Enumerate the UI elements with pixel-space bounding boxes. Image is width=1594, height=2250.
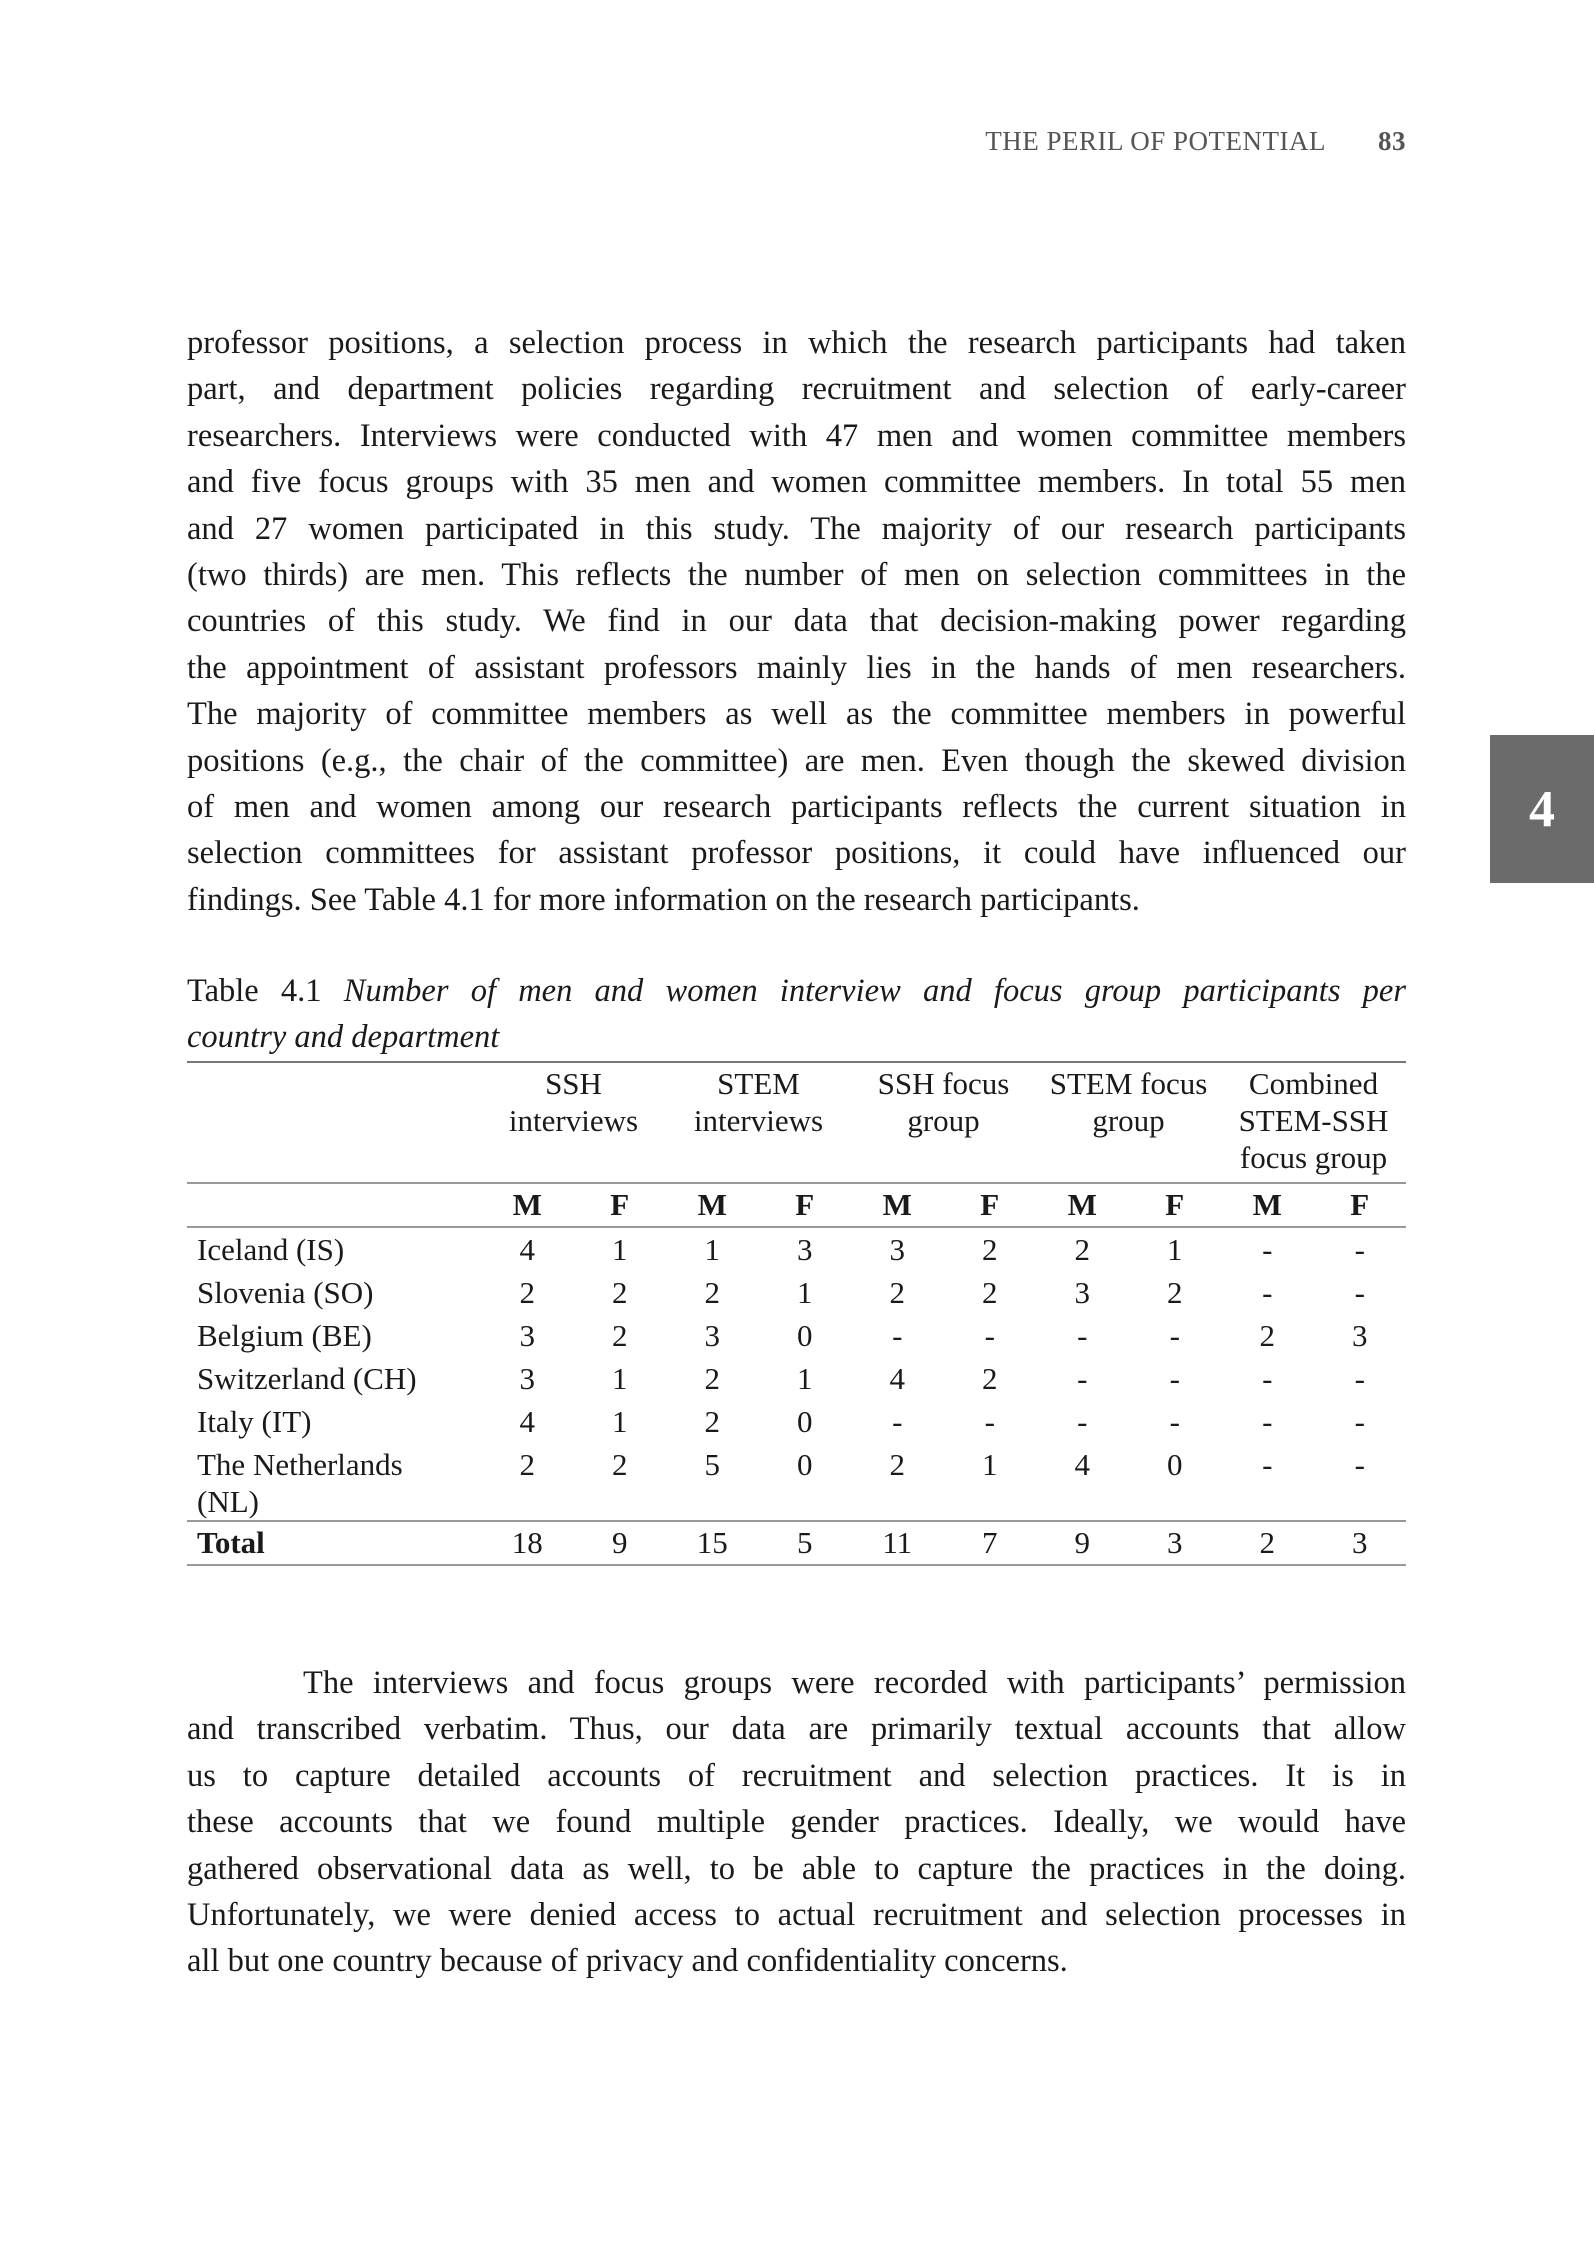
sex-column-header: F	[759, 1183, 852, 1227]
sex-column-header: M	[851, 1183, 944, 1227]
text-line: countries of this study. We find in our data that decision-making power regarding	[187, 603, 1406, 640]
table-total-row	[187, 1521, 1406, 1565]
column-group-header	[1221, 1062, 1406, 1183]
value-cell: 4	[519, 1232, 535, 1267]
text-line: and 27 women participated in this study. The majority of our research participants	[187, 510, 1406, 547]
value-cell: -	[1262, 1404, 1273, 1439]
value-cell: -	[1077, 1318, 1088, 1353]
value-cell: 9	[574, 1521, 667, 1565]
body-paragraph-2	[187, 1660, 1406, 1985]
column-group-header-line: SSH focus	[877, 1066, 1010, 1101]
value-cell: 1	[797, 1275, 813, 1310]
value-cell: 3	[1314, 1521, 1407, 1565]
column-group-header-line: group	[1092, 1103, 1165, 1138]
value-cell: 2	[1259, 1318, 1275, 1353]
value-cell: 0	[797, 1447, 813, 1482]
value-cell: 3	[1129, 1521, 1222, 1565]
value-cell: 2	[982, 1361, 998, 1396]
country-cell: Switzerland (CH)	[197, 1361, 417, 1396]
table-title-line-2: country and department	[187, 1019, 500, 1055]
value-cell: 1	[797, 1361, 813, 1396]
column-group-header	[666, 1062, 851, 1183]
value-cell: 0	[1167, 1447, 1183, 1482]
value-cell: 2	[889, 1447, 905, 1482]
sex-column-header: F	[944, 1183, 1037, 1227]
value-cell: 3	[889, 1232, 905, 1267]
value-cell: -	[892, 1318, 903, 1353]
value-cell: 2	[1221, 1521, 1314, 1565]
value-cell: 3	[519, 1361, 535, 1396]
value-cell: 1	[612, 1361, 628, 1396]
value-cell: -	[1354, 1275, 1365, 1310]
text-line: gathered observational data as well, to be able to capture the practices in the doing.	[187, 1850, 1406, 1887]
body-paragraph-1	[187, 320, 1406, 923]
sex-column-header: M	[666, 1183, 759, 1227]
value-cell: 2	[519, 1447, 535, 1482]
value-cell: 4	[889, 1361, 905, 1396]
sex-column-header: F	[574, 1183, 667, 1227]
column-group-header-line: group	[907, 1103, 980, 1138]
table-row	[187, 1357, 1406, 1400]
value-cell: -	[1077, 1361, 1088, 1396]
text-line: researchers. Interviews were conducted with 47 men and women committee members	[187, 417, 1406, 454]
sex-column-header: M	[1221, 1183, 1314, 1227]
value-cell: -	[1169, 1318, 1180, 1353]
running-header	[900, 126, 1406, 157]
text-line: and transcribed verbatim. Thus, our data are primarily textual accounts that allow	[187, 1711, 1406, 1748]
value-cell: -	[1354, 1447, 1365, 1482]
column-group-header-line: interviews	[693, 1103, 824, 1138]
value-cell: 2	[704, 1275, 720, 1310]
value-cell: 1	[612, 1404, 628, 1439]
value-cell: 11	[851, 1521, 944, 1565]
sex-column-header: F	[1314, 1183, 1407, 1227]
value-cell: 2	[982, 1275, 998, 1310]
sex-column-header: M	[1036, 1183, 1129, 1227]
table-row	[187, 1443, 1406, 1521]
value-cell: -	[1262, 1361, 1273, 1396]
value-cell: 2	[612, 1318, 628, 1353]
column-group-header-line: STEM-SSH	[1238, 1103, 1389, 1138]
value-cell: 1	[1167, 1232, 1183, 1267]
text-line: all but one country because of privacy and confidentiality concerns.	[187, 1943, 1068, 1980]
value-cell: 2	[704, 1361, 720, 1396]
value-cell: 0	[797, 1318, 813, 1353]
table-row	[187, 1314, 1406, 1357]
text-line: Unfortunately, we were denied access to actual recruitment and selection processes in	[187, 1897, 1406, 1934]
text-line: The majority of committee members as well as the committee members in powerful	[187, 696, 1406, 733]
country-cell: The Netherlands (NL)	[197, 1447, 403, 1519]
value-cell: 5	[759, 1521, 852, 1565]
chapter-tab: 4	[1490, 735, 1594, 883]
table-title-line-1: Number of men and women interview and focus group participants per	[343, 973, 1407, 1009]
text-line: the appointment of assistant professors mainly lies in the hands of men researchers.	[187, 649, 1406, 686]
value-cell: 2	[982, 1232, 998, 1267]
value-cell: 15	[666, 1521, 759, 1565]
column-group-header-line: SSH	[545, 1066, 602, 1101]
country-cell: Italy (IT)	[197, 1404, 312, 1439]
country-cell: Slovenia (SO)	[197, 1275, 374, 1310]
text-line: of men and women among our research participants reflects the current situation in	[187, 789, 1406, 826]
text-line: part, and department policies regarding recruitment and selection of early-career	[187, 371, 1406, 408]
text-line: positions (e.g., the chair of the committee) are men. Even though the skewed division	[187, 742, 1406, 779]
table-row	[187, 1271, 1406, 1314]
value-cell: -	[1354, 1361, 1365, 1396]
table-row	[187, 1400, 1406, 1443]
value-cell: 2	[1074, 1232, 1090, 1267]
value-cell: -	[892, 1404, 903, 1439]
text-line: these accounts that we found multiple gender practices. Ideally, we would have	[187, 1804, 1406, 1841]
participants-table	[187, 1061, 1406, 1566]
value-cell: 2	[519, 1275, 535, 1310]
page-number: 83	[1378, 126, 1406, 156]
value-cell: 18	[481, 1521, 574, 1565]
value-cell: 2	[889, 1275, 905, 1310]
column-group-header-line: focus group	[1239, 1140, 1388, 1175]
value-cell: 3	[519, 1318, 535, 1353]
value-cell: 3	[797, 1232, 813, 1267]
value-cell: 1	[612, 1232, 628, 1267]
value-cell: -	[1354, 1232, 1365, 1267]
value-cell: -	[1354, 1404, 1365, 1439]
value-cell: -	[984, 1404, 995, 1439]
table-row	[187, 1227, 1406, 1271]
value-cell: 7	[944, 1521, 1037, 1565]
column-group-header	[851, 1062, 1036, 1183]
value-cell: 0	[797, 1404, 813, 1439]
country-cell: Iceland (IS)	[197, 1232, 345, 1267]
value-cell: -	[1077, 1404, 1088, 1439]
value-cell: 2	[704, 1404, 720, 1439]
sex-column-header: M	[481, 1183, 574, 1227]
table-group-header-row	[187, 1062, 1406, 1183]
value-cell: -	[1262, 1232, 1273, 1267]
column-group-header-line: STEM focus	[1049, 1066, 1208, 1101]
value-cell: -	[1169, 1361, 1180, 1396]
value-cell: 2	[1167, 1275, 1183, 1310]
value-cell: -	[984, 1318, 995, 1353]
table-label: Table 4.1	[187, 973, 322, 1009]
value-cell: 1	[982, 1447, 998, 1482]
value-cell: -	[1262, 1447, 1273, 1482]
text-line: The interviews and focus groups were recorded with participants’ permission	[303, 1665, 1406, 1701]
value-cell: 2	[612, 1447, 628, 1482]
value-cell: 3	[1074, 1275, 1090, 1310]
table-sex-header-row	[187, 1183, 1406, 1227]
value-cell: 4	[1074, 1447, 1090, 1482]
running-title: THE PERIL OF POTENTIAL	[985, 126, 1326, 156]
country-cell: Total	[187, 1521, 481, 1565]
column-group-header-line: STEM	[717, 1066, 800, 1101]
value-cell: -	[1262, 1275, 1273, 1310]
column-group-header-line: Combined	[1248, 1066, 1379, 1101]
column-group-header-line: interviews	[508, 1103, 639, 1138]
text-line: professor positions, a selection process in which the research participants had taken	[187, 325, 1406, 361]
sex-column-header: F	[1129, 1183, 1222, 1227]
text-line: selection committees for assistant professor positions, it could have influenced our	[187, 835, 1406, 872]
text-line: findings. See Table 4.1 for more information on the research participants.	[187, 881, 1140, 918]
value-cell: 3	[1352, 1318, 1368, 1353]
value-cell: 9	[1036, 1521, 1129, 1565]
value-cell: 2	[612, 1275, 628, 1310]
text-line: us to capture detailed accounts of recruitment and selection practices. It is in	[187, 1757, 1406, 1794]
value-cell: 3	[704, 1318, 720, 1353]
value-cell: 4	[519, 1404, 535, 1439]
table-caption	[187, 968, 1406, 1060]
text-line: (two thirds) are men. This reflects the number of men on selection committees in the	[187, 557, 1406, 594]
column-group-header	[1036, 1062, 1221, 1183]
value-cell: 5	[704, 1447, 720, 1482]
country-cell: Belgium (BE)	[197, 1318, 372, 1353]
value-cell: 1	[704, 1232, 720, 1267]
value-cell: -	[1169, 1404, 1180, 1439]
text-line: and five focus groups with 35 men and women committee members. In total 55 men	[187, 464, 1406, 501]
column-group-header	[481, 1062, 666, 1183]
